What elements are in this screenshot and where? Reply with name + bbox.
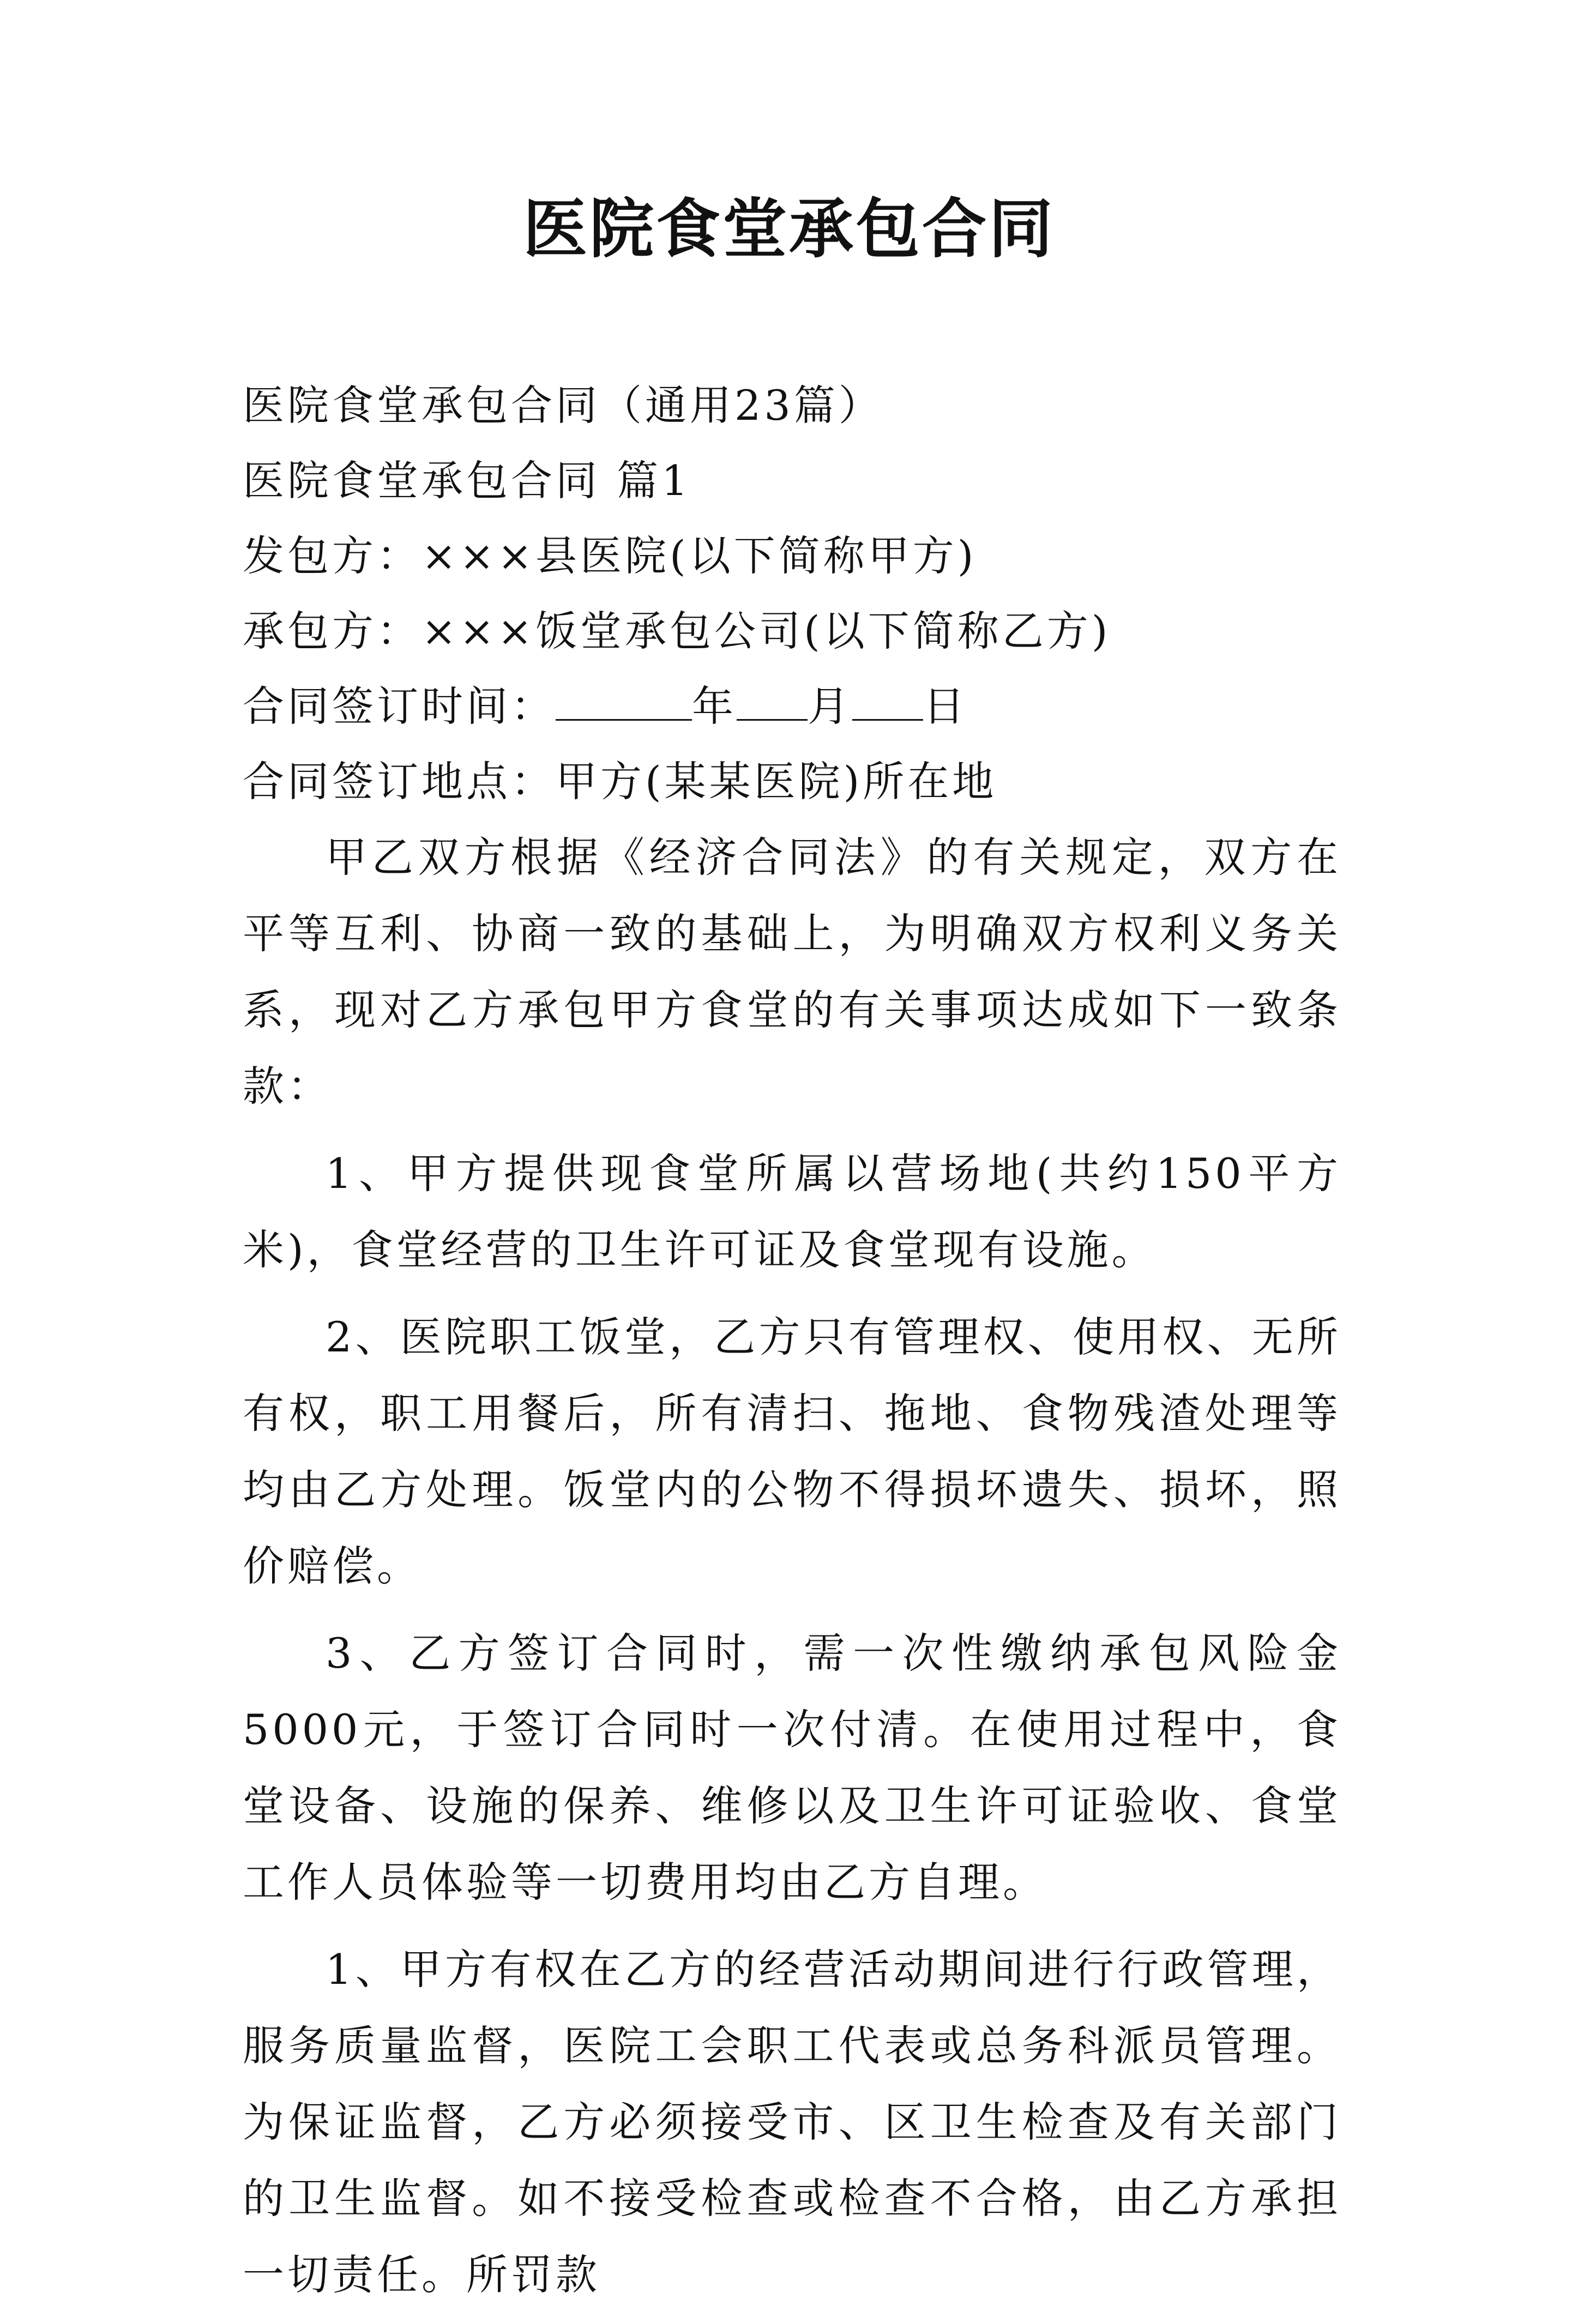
month-unit: 月 [808, 682, 852, 731]
signing-time-label: 合同签订时间： [243, 682, 556, 731]
day-blank [852, 685, 923, 721]
year-blank [556, 685, 692, 721]
day-unit: 日 [923, 682, 968, 731]
paragraph-clause-1: 1、甲方提供现食堂所属以营场地(共约150平方米)，食堂经营的卫生许可证及食堂现有设施。 [243, 1149, 1341, 1274]
signing-place-line: 合同签订地点：甲方(某某医院)所在地 [243, 757, 997, 806]
paragraph-preamble: 甲乙双方根据《经济合同法》的有关规定，双方在平等互利、协商一致的基础上，为明确双方权利义务关系，现对乙方承包甲方食堂的有关事项达成如下一致条款： [243, 833, 1341, 1110]
signing-time-line [243, 669, 1341, 744]
paragraph-clause-3: 3、乙方签订合同时，需一次性缴纳承包风险金5000元，于签订合同时一次付清。在使用过程中，食堂设备、设施的保养、维修以及卫生许可证验收、食堂工作人员体验等一切费用均由乙方自理。 [243, 1629, 1341, 1906]
document-body [243, 368, 1341, 2324]
employer-line: 发包方：×××县医院(以下简称甲方) [243, 532, 977, 580]
month-blank [737, 685, 808, 721]
contractor-line: 承包方：×××饭堂承包公司(以下简称乙方) [243, 607, 1111, 655]
document-subtitle: 医院食堂承包合同（通用23篇） [243, 381, 883, 430]
document-title: 医院食堂承包合同 [522, 191, 1055, 267]
year-unit: 年 [692, 682, 737, 731]
paragraph-clause-2: 2、医院职工饭堂，乙方只有管理权、使用权、无所有权，职工用餐后，所有清扫、拖地、食物残渣处理等均由乙方处理。饭堂内的公物不得损坏遗失、损坏，照价赔偿。 [243, 1313, 1341, 1590]
paragraph-clause-1b: 1、甲方有权在乙方的经营活动期间进行行政管理，服务质量监督，医院工会职工代表或总务科派员管理。为保证监督，乙方必须接受市、区卫生检查及有关部门的卫生监督。如不接受检查或检查不合格，由乙方承担一切责任。所罚款 [243, 1945, 1341, 2299]
section-title: 医院食堂承包合同 篇1 [243, 456, 691, 505]
